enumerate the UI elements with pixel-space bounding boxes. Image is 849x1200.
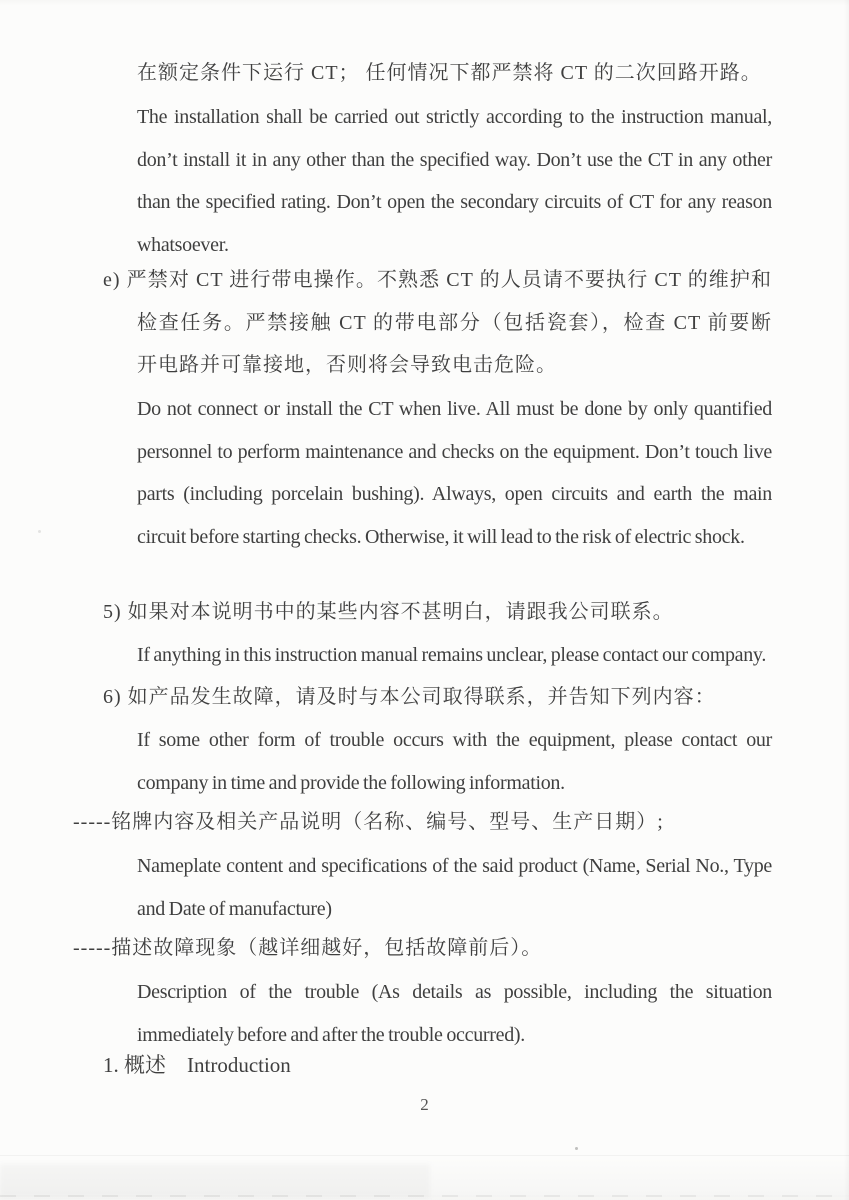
list-item-5-unclear-contact-cn: 5) 如果对本说明书中的某些内容不甚明白，请跟我公司联系。 xyxy=(103,601,674,623)
scan-fold-line xyxy=(0,1155,849,1156)
paragraph-live-operation-en: Do not connect or install the CT when live. All must be done by only quantified personnel to perform maintenance and checks on the equipment. Don’t touch live parts (including porcelain bushing). Always, open circuits and earth the main circuit before starting checks. Otherwise, it will lead to the risk of electric shock. xyxy=(137,398,772,548)
scan-bottom-dashed-line xyxy=(0,1195,849,1197)
paragraph-trouble-description-en: Description of the trouble (As details as possible, including the situation immediately before and after the trouble occurred). xyxy=(137,981,772,1046)
list-item-6-trouble-contact-cn: 6) 如产品发生故障，请及时与本公司取得联系，并告知下列内容： xyxy=(103,686,716,708)
scan-speck xyxy=(38,530,41,533)
section-heading-introduction: 1. 概述 Introduction xyxy=(103,1053,291,1077)
paragraph-installation-en: The installation shall be carried out strictly according to the instruction manual, don’t install it in any other than the specified way. Don’t use the CT in any other than the specified rating. Don’t open the secondary circuits of CT for any reason whatsoever. xyxy=(137,106,772,256)
paragraph-nameplate-en: Nameplate content and specifications of the said product (Name, Serial No., Type and Date of manufacture) xyxy=(137,855,772,920)
page-number: 2 xyxy=(420,1095,429,1114)
scan-right-edge-shadow xyxy=(844,0,849,1200)
paragraph-rated-conditions-cn: 在额定条件下运行 CT； 任何情况下都严禁将 CT 的二次回路开路。 xyxy=(137,62,762,84)
scan-bottom-edge-left xyxy=(0,1164,430,1198)
dash-item-trouble-description-cn: -----描述故障现象（越详细越好，包括故障前后）。 xyxy=(73,937,543,959)
paragraph-trouble-contact-en: If some other form of trouble occurs with the equipment, please contact our company in time and provide the following information. xyxy=(137,729,772,794)
list-item-e-live-operation-cn: e) 严禁对 CT 进行带电操作。不熟悉 CT 的人员请不要执行 CT 的维护和检查任务。严禁接触 CT 的带电部分（包括瓷套），检查 CT 前要断开电路并可靠接地，否则将会导致电击危险。 xyxy=(103,269,772,376)
dash-item-nameplate-cn: -----铭牌内容及相关产品说明（名称、编号、型号、生产日期）; xyxy=(73,811,664,833)
paragraph-unclear-contact-en: If anything in this instruction manual remains unclear, please contact our company. xyxy=(137,644,767,666)
scan-speck xyxy=(575,1147,578,1150)
scan-top-edge-shadow xyxy=(0,0,849,6)
